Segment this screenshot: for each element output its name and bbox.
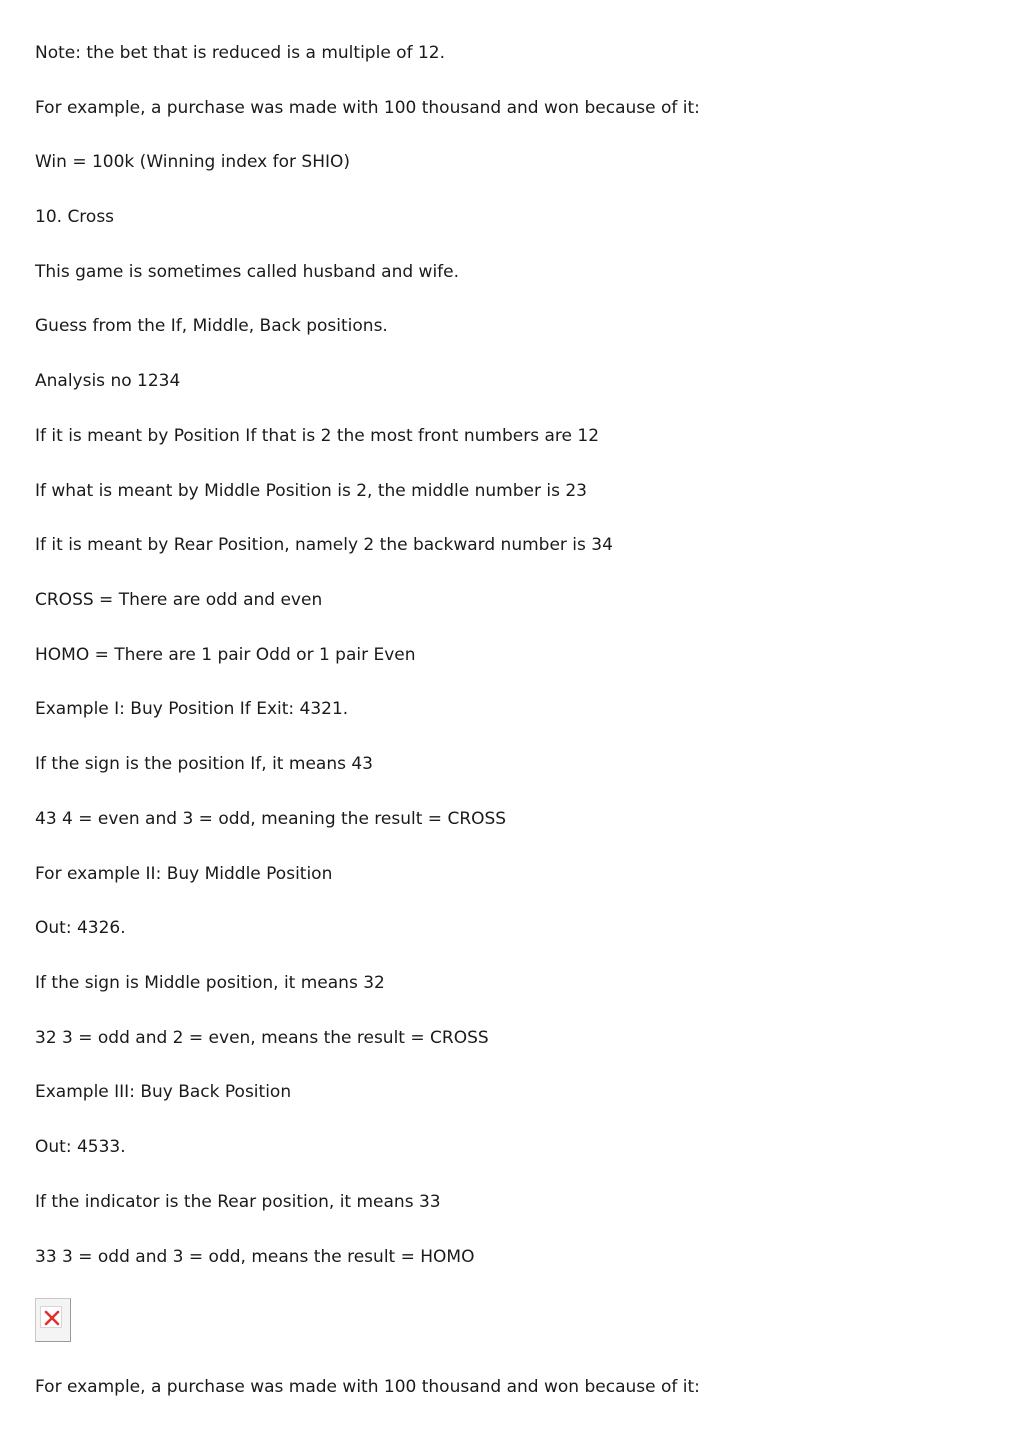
paragraph: Win = 100k (Winning index for SHIO) (35, 152, 351, 172)
paragraph: If the sign is Middle position, it means 32 (35, 973, 385, 993)
paragraph: If it is meant by Position If that is 2 the most front numbers are 12 (35, 426, 600, 446)
close-x-icon (44, 1310, 60, 1326)
paragraph: Example III: Buy Back Position (35, 1082, 292, 1102)
paragraph: HOMO = There are 1 pair Odd or 1 pair Even (35, 645, 416, 665)
paragraph: If the sign is the position If, it means 43 (35, 754, 373, 774)
broken-image-frame (40, 1306, 62, 1328)
paragraph: 43 4 = even and 3 = odd, meaning the result = CROSS (35, 809, 507, 829)
paragraph: Note: the bet that is reduced is a multiple of 12. (35, 43, 446, 63)
broken-image-icon (35, 1298, 71, 1342)
paragraph: If it is meant by Rear Position, namely 2 the backward number is 34 (35, 535, 613, 555)
paragraph: If the indicator is the Rear position, it means 33 (35, 1192, 441, 1212)
paragraph: This game is sometimes called husband and wife. (35, 262, 460, 282)
paragraph: Out: 4326. (35, 918, 126, 938)
paragraph: Example I: Buy Position If Exit: 4321. (35, 699, 349, 719)
paragraph: For example II: Buy Middle Position (35, 864, 333, 884)
paragraph: Analysis no 1234 (35, 371, 181, 391)
paragraph: If what is meant by Middle Position is 2, the middle number is 23 (35, 481, 587, 501)
paragraph: For example, a purchase was made with 100 thousand and won because of it: (35, 1377, 700, 1397)
paragraph: CROSS = There are odd and even (35, 590, 323, 610)
section-heading: 10. Cross (35, 207, 115, 227)
paragraph: Guess from the If, Middle, Back positions. (35, 316, 388, 336)
paragraph: 32 3 = odd and 2 = even, means the result = CROSS (35, 1028, 489, 1048)
paragraph: 33 3 = odd and 3 = odd, means the result = HOMO (35, 1247, 475, 1267)
paragraph: For example, a purchase was made with 100 thousand and won because of it: (35, 98, 700, 118)
paragraph: Out: 4533. (35, 1137, 126, 1157)
